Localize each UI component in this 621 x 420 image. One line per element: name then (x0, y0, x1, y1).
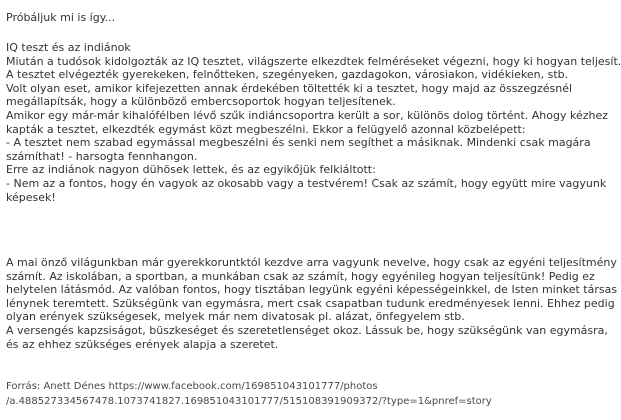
story-line: képesek! (6, 190, 56, 204)
story-line: kapták a tesztet, elkezdték egymást közt megbeszélni. Ekkor a felügyelő azonnal közbelépett: (6, 122, 526, 136)
source-attribution (6, 380, 538, 409)
reflection-line: számít. Az iskolában, a sportban, a munkában csak az számít, hogy egyénileg hogyan teljesítünk! Pedig ez (6, 269, 595, 283)
story-line: - Nem az a fontos, hogy én vagyok az okosabb vagy a testvérem! Csak az számít, hogy együtt mire vagyunk (6, 176, 607, 190)
reflection-line: olyan erények szükségesek, melyek már nem divatosak pl. alázat, önfegyelem stb. (6, 310, 465, 324)
story-line: Volt olyan eset, amikor kifejezetten annak érdekében töltették ki a tesztet, hogy majd az összegzésnél (6, 81, 573, 95)
reflection-line: A versengés kapzsiságot, büszkeséget és szeretetlenséget okoz. Lássuk be, hogy szükségünk van egymásra, (6, 323, 608, 337)
story-line: Miután a tudósok kidolgozták az IQ tesztet, világszerte elkezdtek felméréseket végezni, hogy ki hogyan teljesít. (6, 54, 621, 68)
reflection-line: lénynek teremtett. Szükségünk van egymásra, mert csak csapatban tudunk eredményesek lenni. Ehhez pedig (6, 296, 615, 310)
reflection-line: A mai önző világunkban már gyerekkoruntktól kezdve arra vagyunk nevelve, hogy csak az egyéni teljesítmény (6, 256, 617, 269)
story-line: Erre az indiánok nagyon dühösek lettek, és az egyikőjük felkiáltott: (6, 163, 376, 177)
story-line: Amikor egy már-már kihalófélben lévő szűk indiáncsoportra került a sor, különös dolog történt. Ahogy kézhez (6, 108, 609, 122)
reflection-line: és az ehhez szükséges erények alapja a szeretet. (6, 337, 279, 351)
post-intro: Próbáljuk mi is így... (6, 11, 116, 24)
reflection-block (6, 256, 618, 351)
source-line: Forrás: Anett Dénes https://www.facebook.com/169851043101777/photos (6, 381, 378, 392)
reflection-line: helytelen látásmód. Az valóban fontos, hogy tisztában legyünk egyéni képességeinkkel, de Isten minket társas (6, 283, 618, 297)
story-line: megállapítsák, hogy a különböző embercsoportok hogyan teljesítenek. (6, 95, 396, 109)
story-line: A tesztet elvégezték gyerekeken, felnőtteken, szegényeken, gazdagokon, városiakon, vidékieken, stb. (6, 68, 569, 82)
story-block (6, 41, 621, 204)
story-line: - A tesztet nem szabad egymással megbeszélni és senki nem segíthet a másiknak. Mindenki csak magára (6, 136, 591, 150)
source-line: /a.488527334567478.1073741827.169851043101777/515108391909372/?type=1&pnref=story (6, 395, 492, 407)
story-title: IQ teszt és az indiánok (6, 41, 131, 54)
story-line: számíthat! - harsogta fennhangon. (6, 149, 198, 163)
